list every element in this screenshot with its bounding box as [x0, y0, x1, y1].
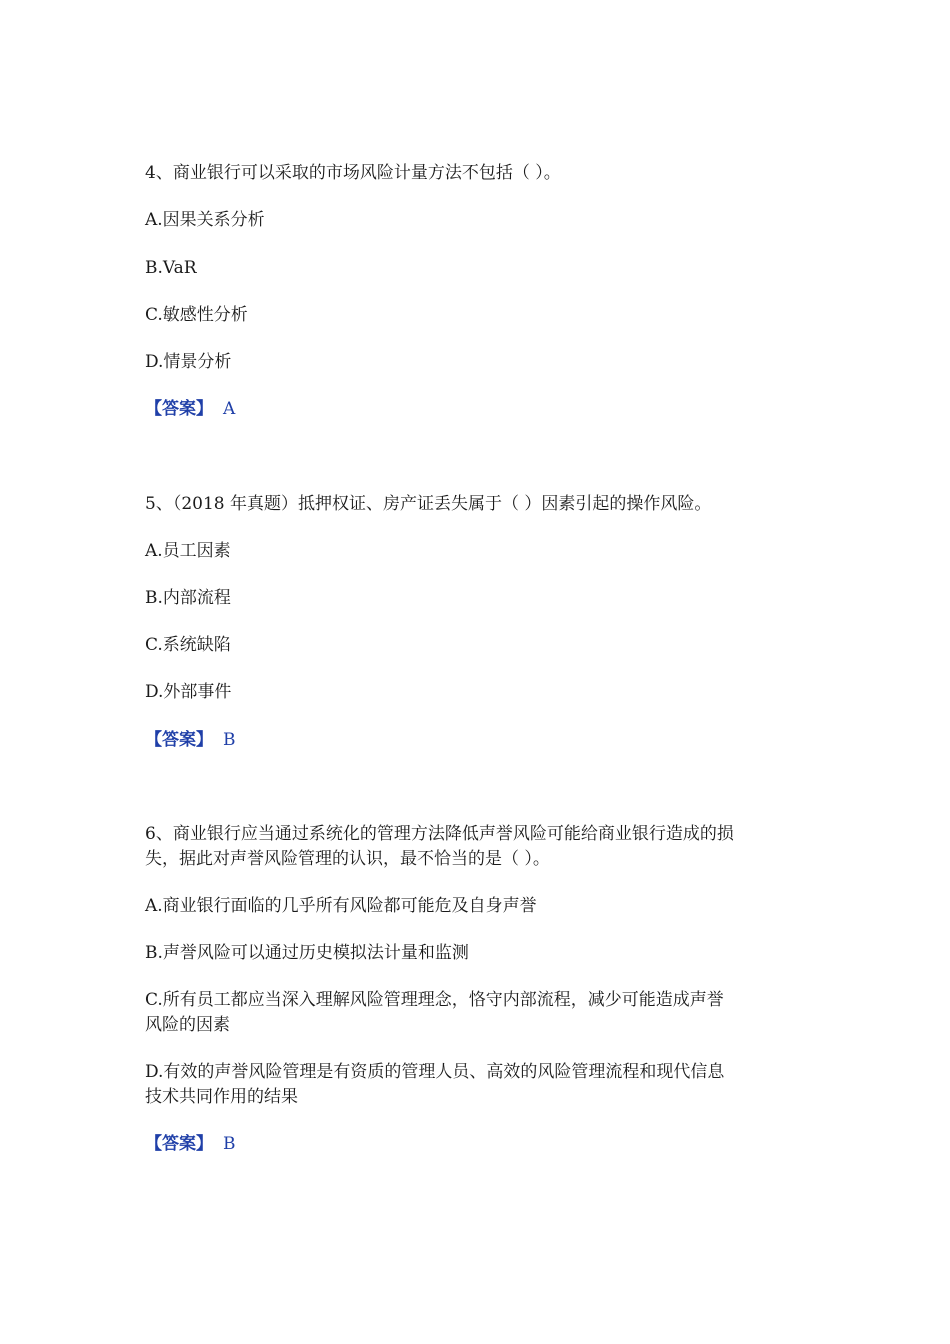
question-5-option-a: A.员工因素	[145, 541, 231, 561]
question-5-option-d: D.外部事件	[145, 682, 232, 702]
answer-value: A	[223, 399, 236, 419]
question-6-option-d-line-2: 技术共同作用的结果	[145, 1087, 298, 1107]
question-4-option-a: A.因果关系分析	[145, 210, 265, 230]
question-6-option-c-line-1: C.所有员工都应当深入理解风险管理理念，恪守内部流程，减少可能造成声誉	[145, 990, 724, 1010]
answer-value: B	[223, 1134, 236, 1154]
answer-label: 【答案】	[145, 399, 213, 419]
answer-label: 【答案】	[145, 1134, 213, 1154]
question-4-stem: 4、商业银行可以采取的市场风险计量方法不包括（ ）。	[145, 163, 561, 183]
question-6-stem-line-1: 6、商业银行应当通过系统化的管理方法降低声誉风险可能给商业银行造成的损	[145, 824, 734, 844]
question-4-answer	[145, 396, 235, 422]
question-4-option-c: C.敏感性分析	[145, 305, 248, 325]
question-4-option-b: B.VaR	[145, 258, 197, 278]
answer-label: 【答案】	[145, 730, 213, 750]
question-5-stem: 5、（2018 年真题）抵押权证、房产证丢失属于（ ）因素引起的操作风险。	[145, 494, 712, 514]
question-6-stem-line-2: 失，据此对声誉风险管理的认识，最不恰当的是（ ）。	[145, 849, 550, 869]
answer-value: B	[223, 730, 236, 750]
question-6-option-b: B.声誉风险可以通过历史模拟法计量和监测	[145, 943, 469, 963]
question-5-option-c: C.系统缺陷	[145, 635, 231, 655]
question-4-option-d: D.情景分析	[145, 352, 232, 372]
question-5-option-b: B.内部流程	[145, 588, 231, 608]
question-6-option-a: A.商业银行面临的几乎所有风险都可能危及自身声誉	[145, 896, 537, 916]
question-6-answer	[145, 1131, 236, 1157]
question-6-option-c-line-2: 风险的因素	[145, 1015, 230, 1035]
question-6-option-d-line-1: D.有效的声誉风险管理是有资质的管理人员、高效的风险管理流程和现代信息	[145, 1062, 725, 1082]
question-5-answer	[145, 727, 236, 753]
